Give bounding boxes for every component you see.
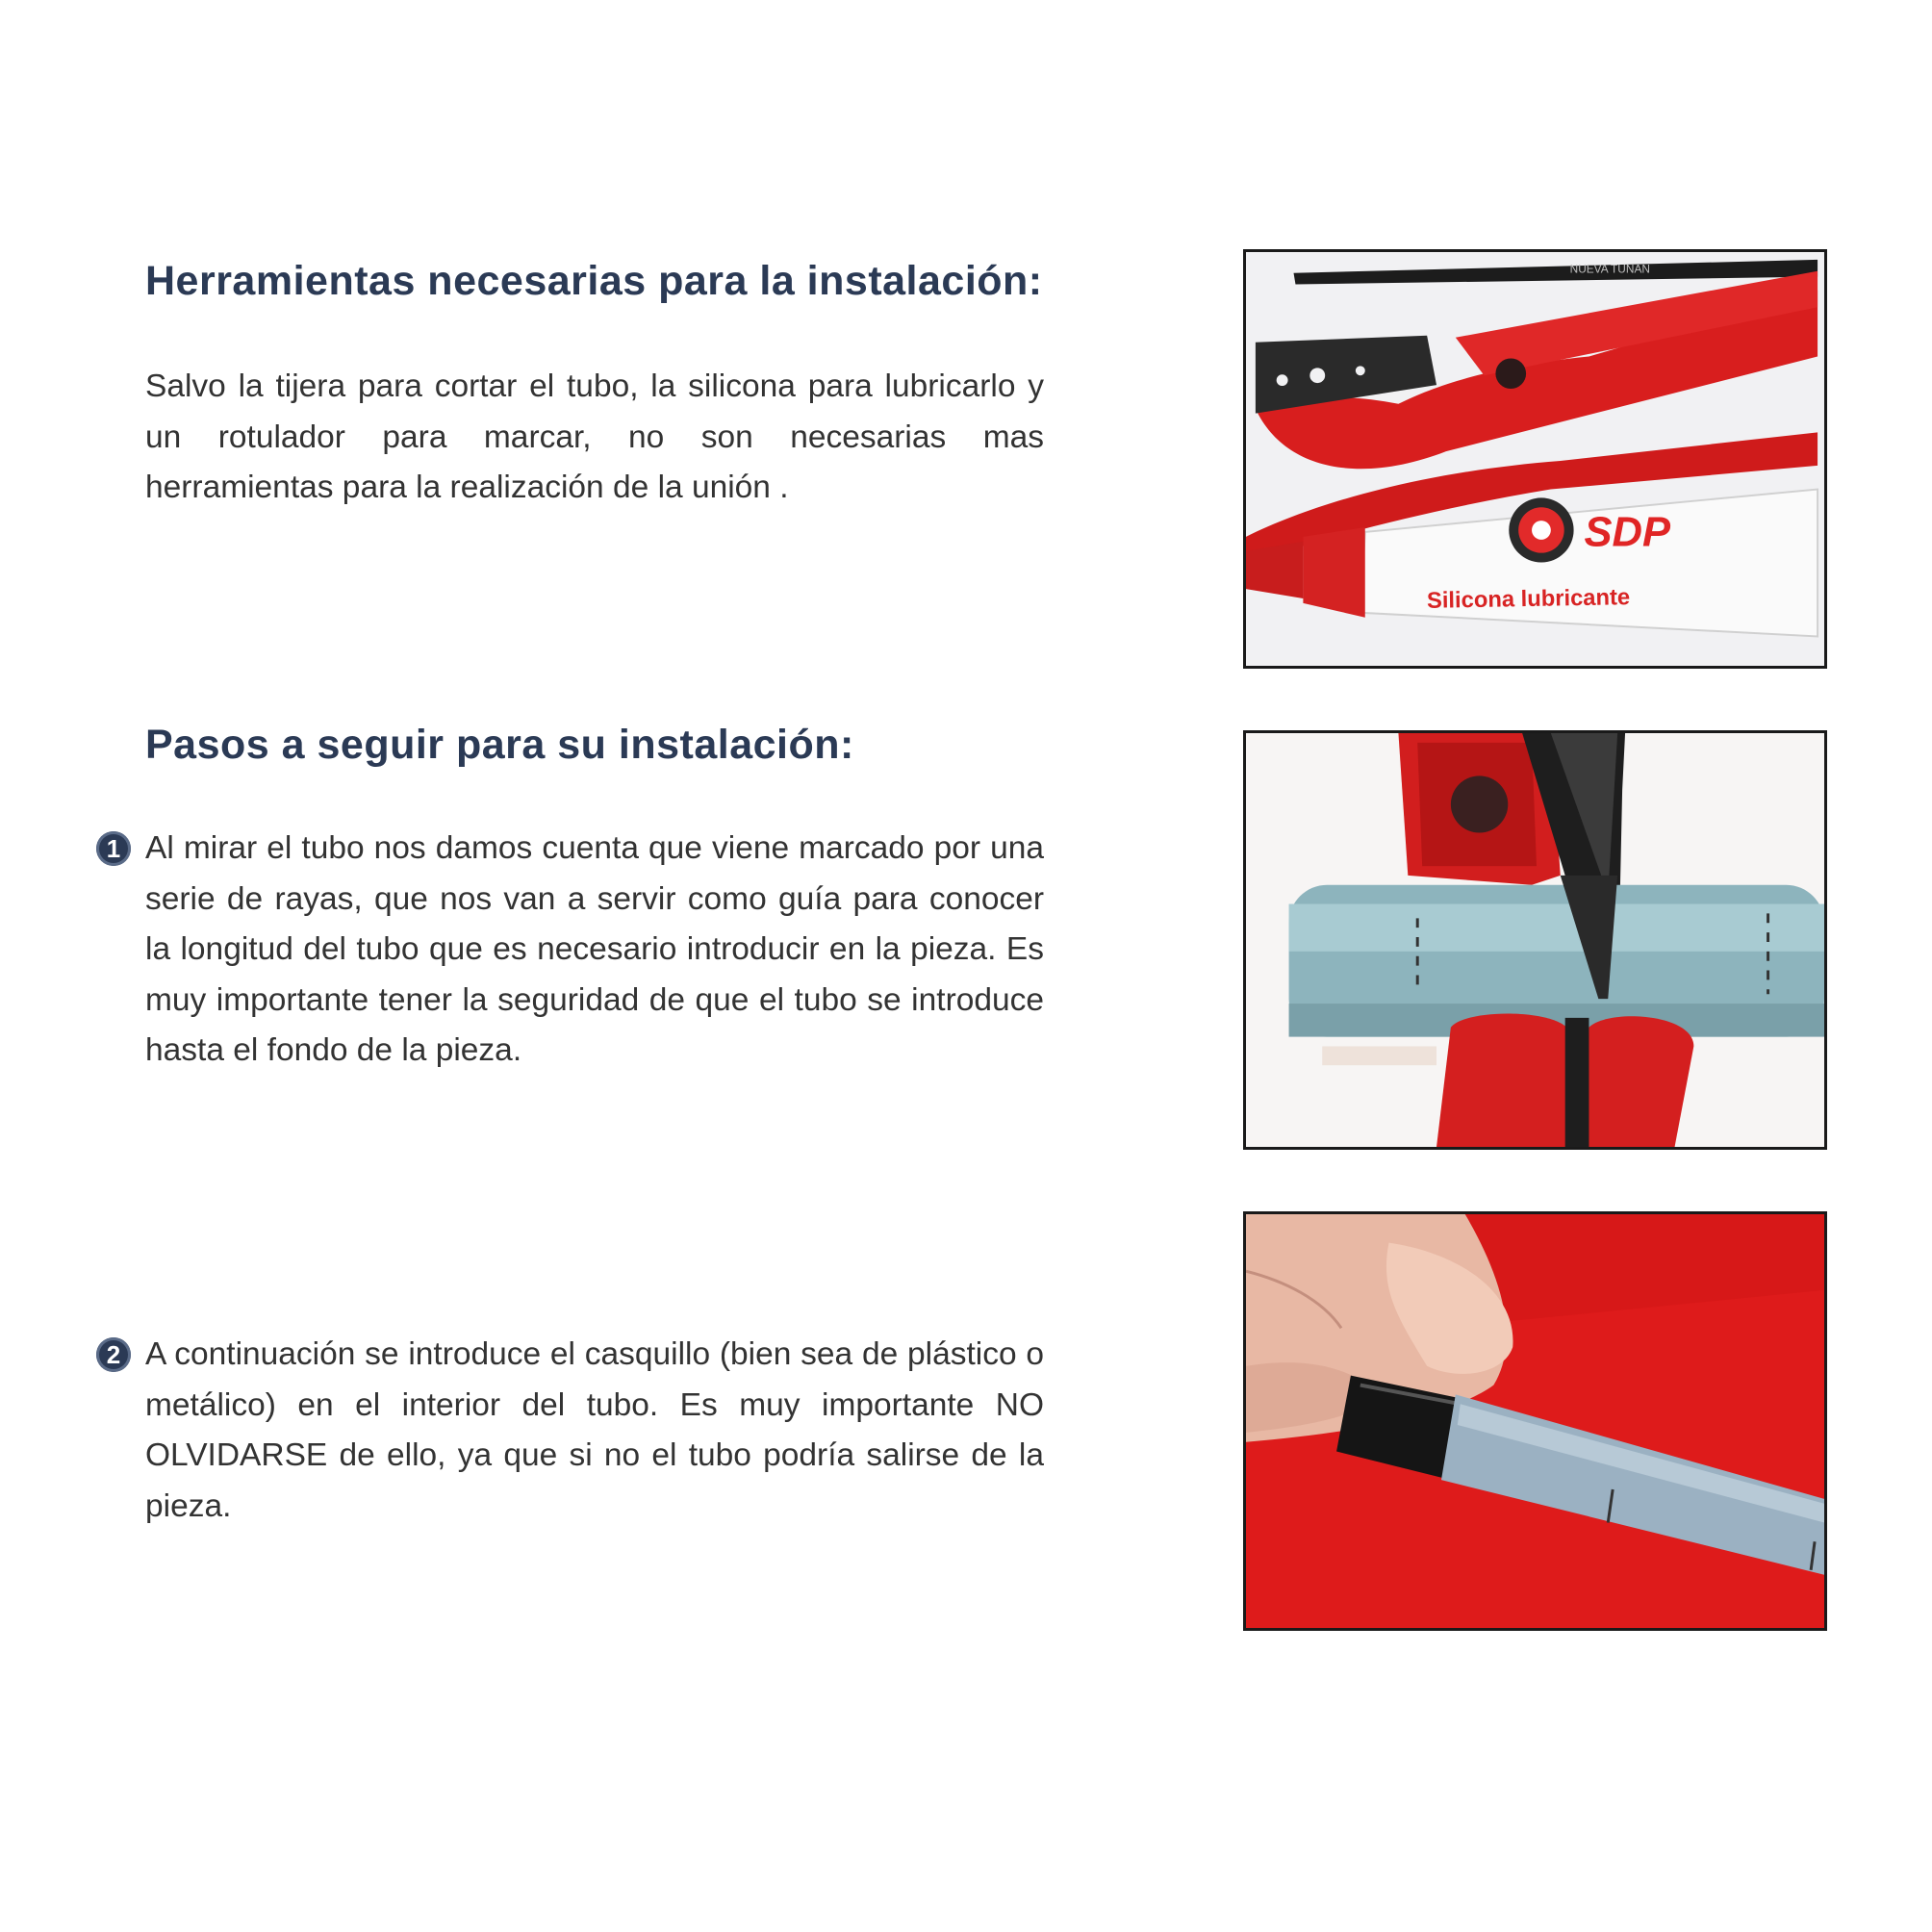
tube-brand: SDP — [1584, 509, 1671, 556]
step-1-number-icon: 1 — [96, 831, 131, 866]
tube-label: Silicona lubricante — [1426, 585, 1631, 614]
tools-description: Salvo la tijera para cortar el tubo, la silicona para lubricarlo y un rotulador para marcar, no son necesarias mas herramientas para la realización de la unión . — [145, 369, 1044, 505]
tools-photo — [1243, 249, 1827, 669]
step-2-text: A continuación se introduce el casquillo (bien sea de plástico o metálico) en el interior del tubo. Es muy importante NO OLVIDARSE de ello, ya que si no el tubo podría salirse de la pieza. — [145, 1336, 1044, 1524]
tools-heading: Herramientas necesarias para la instalación: — [145, 258, 1043, 304]
step-2-number-icon: 2 — [96, 1337, 131, 1372]
steps-heading: Pasos a seguir para su instalación: — [145, 722, 854, 768]
cutting-pipe-photo — [1243, 730, 1827, 1150]
inserting-sleeve-photo — [1243, 1211, 1827, 1631]
marker-brand: NUEVA TUNAN — [1569, 262, 1650, 276]
step-1-text: Al mirar el tubo nos damos cuenta que viene marcado por una serie de rayas, que nos van a servir como guía para conocer la longitud del tubo que es necesario introducir en la pieza. Es muy importante tener la seguridad de que el tubo se introduce hasta el fondo de la pieza. — [145, 830, 1044, 1068]
